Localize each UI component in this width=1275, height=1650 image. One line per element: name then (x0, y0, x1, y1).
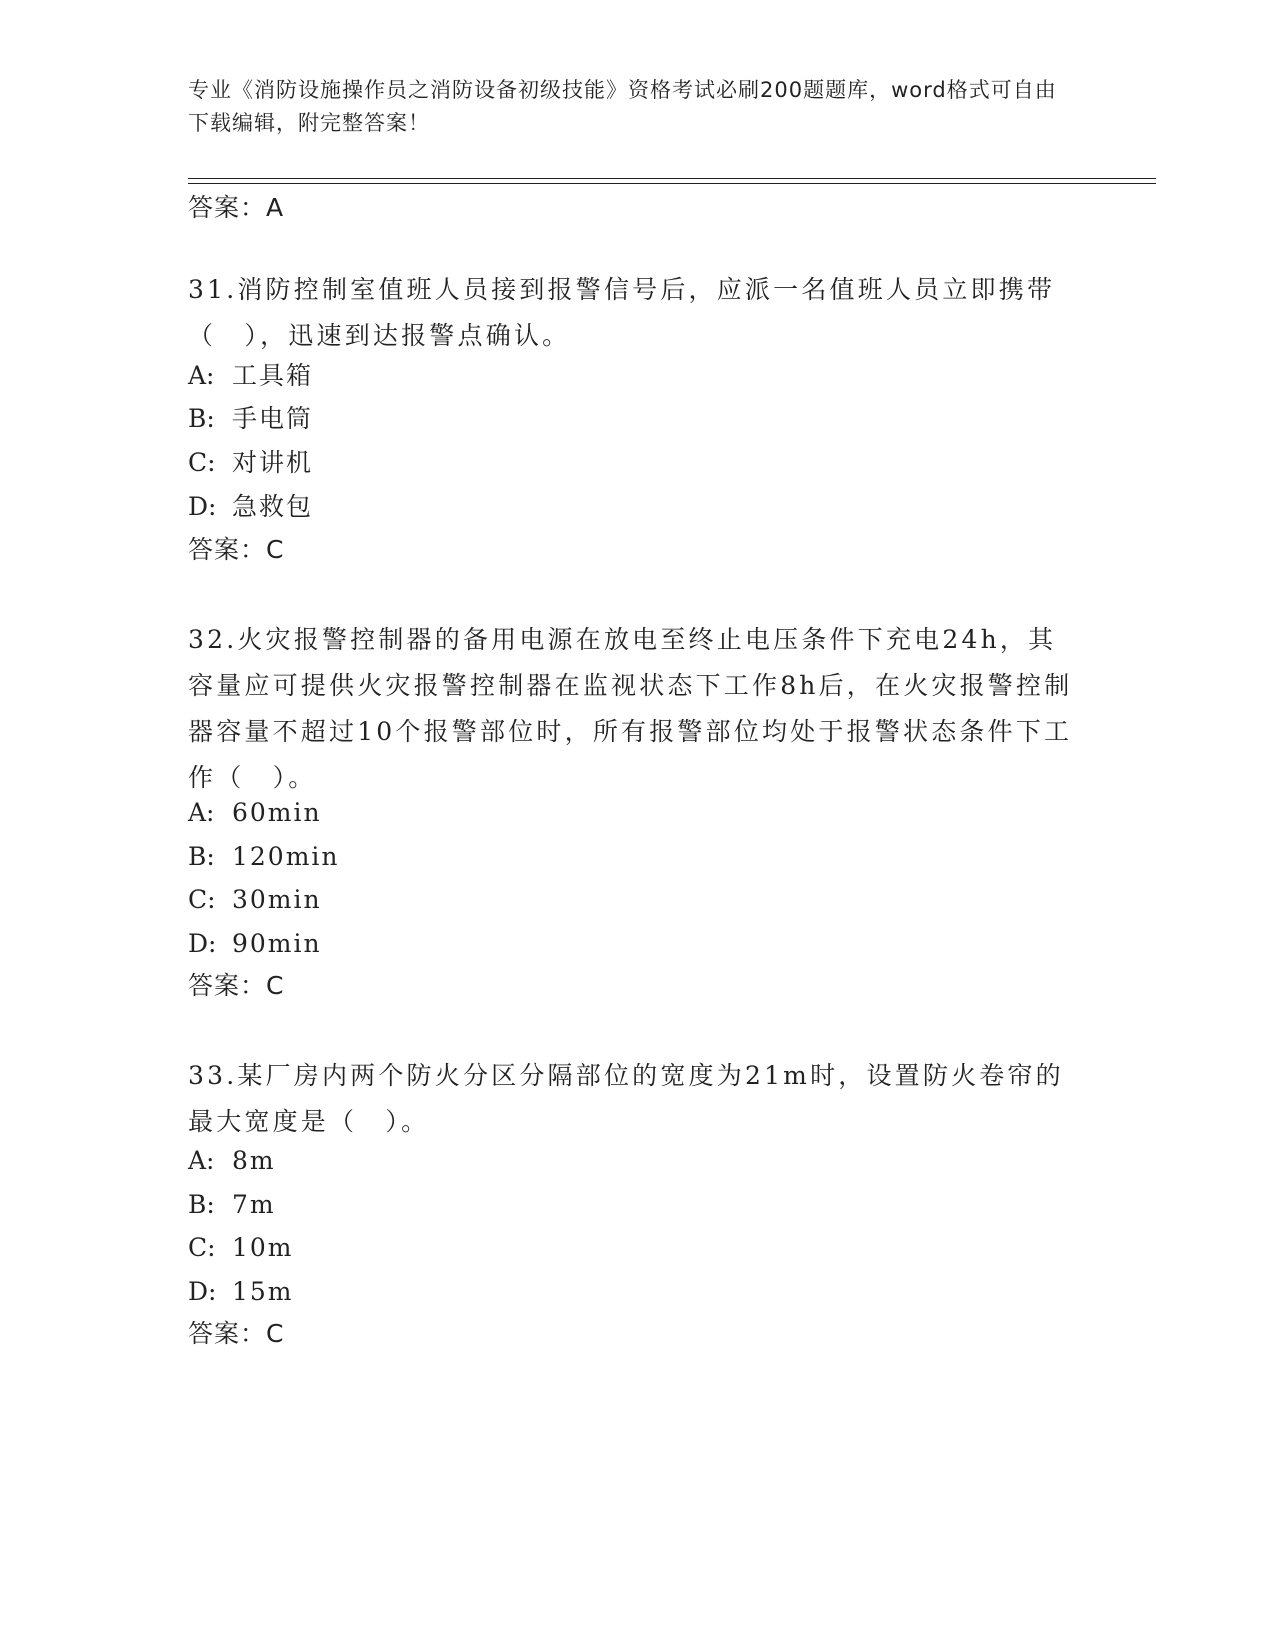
option-letter: B: (188, 842, 215, 871)
header-divider-bottom (188, 183, 1156, 184)
question-31-option-a (188, 358, 313, 394)
document-header: 专业《消防设施操作员之消防设备初级技能》资格考试必刷200题题库，word格式可自由下载编辑，附完整答案！ (188, 78, 1057, 135)
question-32-option-a (188, 795, 322, 831)
question-33-text: 33.某厂房内两个防火分区分隔部位的宽度为21m时，设置防火卷帘的最大宽度是（ ）。 (188, 1061, 1064, 1136)
option-letter: A: (188, 1146, 215, 1175)
option-letter: C: (188, 1233, 216, 1262)
question-32-text: 32.火灾报警控制器的备用电源在放电至终止电压条件下充电24h，其容量应可提供火灾报警控制器在监视状态下工作8h后，在火灾报警控制器容量不超过10个报警部位时，所有报警部位均处于报警状态条件下工作（ ）。 (188, 625, 1073, 792)
option-letter: D: (188, 1277, 217, 1306)
question-33-option-c (188, 1230, 294, 1266)
question-31-answer: 答案：C (188, 535, 285, 564)
question-33-answer: 答案：C (188, 1319, 285, 1348)
option-text: 30min (232, 885, 322, 914)
question-32-option-b (188, 839, 340, 875)
option-text: 7m (232, 1190, 276, 1219)
option-text: 对讲机 (232, 448, 314, 477)
option-text: 15m (232, 1277, 294, 1306)
option-text: 急救包 (232, 492, 314, 521)
option-letter: D: (188, 492, 217, 521)
header-divider-top (188, 178, 1156, 179)
question-31-option-d (188, 489, 313, 525)
option-text: 120min (232, 842, 340, 871)
question-33-option-a (188, 1143, 276, 1179)
question-31-option-c (188, 445, 313, 481)
option-text: 手电筒 (232, 404, 314, 433)
option-letter: C: (188, 885, 216, 914)
option-letter: C: (188, 448, 216, 477)
option-letter: B: (188, 404, 215, 433)
question-32-option-d (188, 926, 322, 962)
question-32-option-c (188, 882, 322, 918)
option-text: 90min (232, 929, 322, 958)
question-31-option-b (188, 401, 313, 437)
option-text: 8m (232, 1146, 276, 1175)
question-33-option-b (188, 1187, 276, 1223)
option-letter: D: (188, 929, 217, 958)
option-letter: A: (188, 361, 215, 390)
question-33-option-d (188, 1274, 294, 1310)
question-31-text: 31.消防控制室值班人员接到报警信号后，应派一名值班人员立即携带（ ），迅速到达报警点确认。 (188, 275, 1056, 350)
option-letter: B: (188, 1190, 215, 1219)
option-text: 60min (232, 798, 322, 827)
option-letter: A: (188, 798, 215, 827)
previous-answer: 答案：A (188, 193, 285, 222)
option-text: 10m (232, 1233, 294, 1262)
option-text: 工具箱 (232, 361, 314, 390)
question-32-answer: 答案：C (188, 971, 285, 1000)
